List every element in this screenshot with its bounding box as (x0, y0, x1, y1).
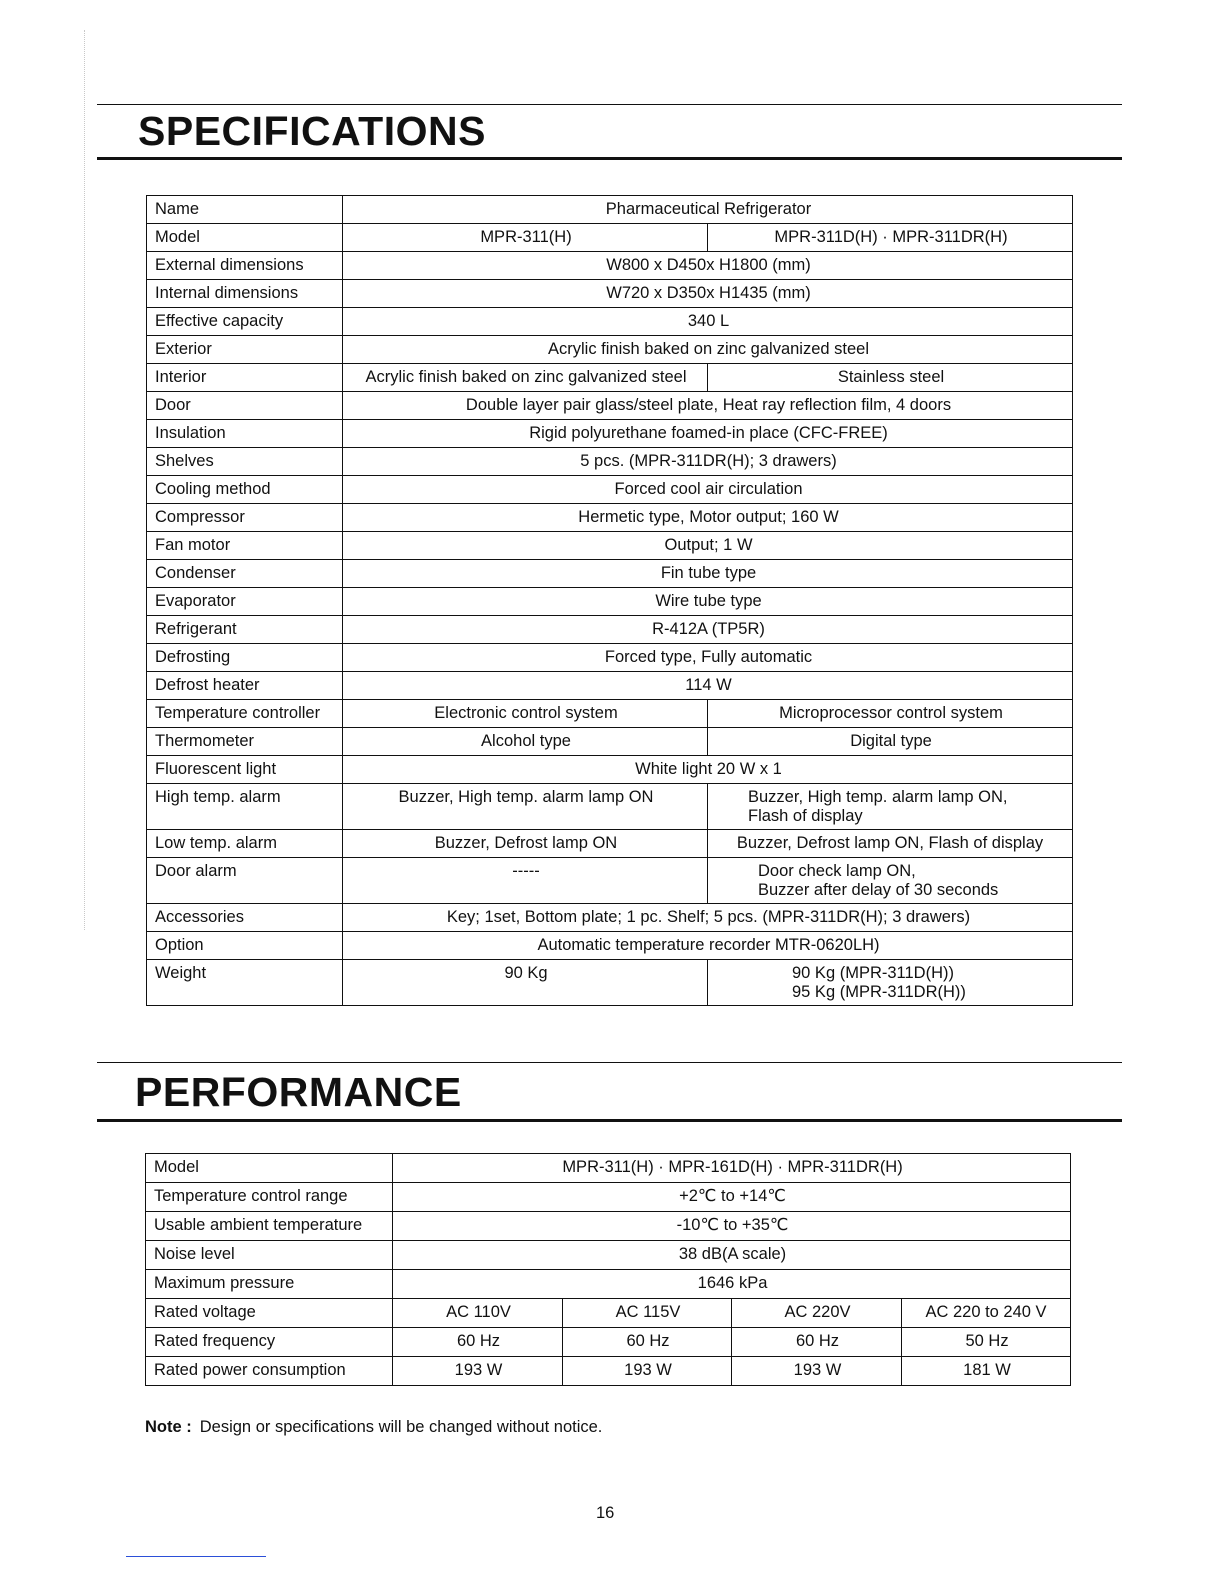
table-row (147, 960, 1073, 1006)
row-value: White light 20 W x 1 (343, 756, 1073, 784)
specifications-table (146, 195, 1073, 1006)
table-row (146, 1299, 1071, 1328)
table-row (147, 560, 1073, 588)
row-label: Interior (147, 364, 343, 392)
spec-top-rule (97, 104, 1122, 105)
row-value-col1: MPR-311(H) (343, 224, 708, 252)
row-value-col2: Buzzer, Defrost lamp ON, Flash of display (708, 830, 1073, 858)
row-label: Rated frequency (146, 1328, 393, 1357)
row-label: Shelves (147, 448, 343, 476)
row-label: Exterior (147, 336, 343, 364)
table-row (147, 904, 1073, 932)
table-row (147, 784, 1073, 830)
row-value-line1: 90 Kg (MPR-311D(H)) (792, 964, 954, 982)
row-label: Evaporator (147, 588, 343, 616)
row-label: Weight (147, 960, 343, 1006)
table-row (147, 476, 1073, 504)
row-value-col2: MPR-311D(H) · MPR-311DR(H) (708, 224, 1073, 252)
spec-title: SPECIFICATIONS (138, 108, 486, 154)
row-label: Thermometer (147, 728, 343, 756)
table-row (147, 644, 1073, 672)
row-label: Effective capacity (147, 308, 343, 336)
row-label: Rated voltage (146, 1299, 393, 1328)
row-value-col2 (708, 858, 1073, 904)
row-value: Fin tube type (343, 560, 1073, 588)
row-label: Door (147, 392, 343, 420)
frequency-cell: 60 Hz (732, 1328, 902, 1357)
note-label: Note : (145, 1418, 192, 1436)
row-value-col1: Acrylic finish baked on zinc galvanized steel (343, 364, 708, 392)
row-value-col1: 90 Kg (343, 960, 708, 1006)
row-value-col2 (708, 784, 1073, 830)
table-row (146, 1270, 1071, 1299)
perf-bottom-rule (97, 1119, 1122, 1122)
row-label: Low temp. alarm (147, 830, 343, 858)
row-value-col1: ----- (343, 858, 708, 904)
table-row (146, 1183, 1071, 1212)
row-label: Model (146, 1154, 393, 1183)
power-cell: 193 W (393, 1357, 563, 1386)
row-value-col1: Buzzer, High temp. alarm lamp ON (343, 784, 708, 830)
row-value: Automatic temperature recorder MTR-0620LH) (343, 932, 1073, 960)
row-value-col2: Digital type (708, 728, 1073, 756)
row-label: Temperature controller (147, 700, 343, 728)
row-value: +2℃ to +14℃ (393, 1183, 1071, 1212)
frequency-cell: 60 Hz (393, 1328, 563, 1357)
row-label: Defrosting (147, 644, 343, 672)
row-value-line2: Flash of display (748, 807, 863, 825)
row-label: Condenser (147, 560, 343, 588)
row-value: Wire tube type (343, 588, 1073, 616)
row-value: Pharmaceutical Refrigerator (343, 196, 1073, 224)
row-label: Refrigerant (147, 616, 343, 644)
table-row (147, 700, 1073, 728)
row-value: Rigid polyurethane foamed-in place (CFC-FREE) (343, 420, 1073, 448)
table-row (147, 830, 1073, 858)
table-row (147, 336, 1073, 364)
row-value-line2: Buzzer after delay of 30 seconds (758, 881, 999, 899)
row-label: Maximum pressure (146, 1270, 393, 1299)
row-value: Key; 1set, Bottom plate; 1 pc. Shelf; 5 pcs. (MPR-311DR(H); 3 drawers) (343, 904, 1073, 932)
row-value: 340 L (343, 308, 1073, 336)
power-cell: 181 W (902, 1357, 1071, 1386)
perf-top-rule (97, 1062, 1122, 1063)
row-value: -10℃ to +35℃ (393, 1212, 1071, 1241)
row-value: Output; 1 W (343, 532, 1073, 560)
row-label: Temperature control range (146, 1183, 393, 1212)
row-label: Name (147, 196, 343, 224)
table-row (147, 756, 1073, 784)
row-label: Model (147, 224, 343, 252)
row-value: Acrylic finish baked on zinc galvanized steel (343, 336, 1073, 364)
row-label: Fluorescent light (147, 756, 343, 784)
table-row (147, 504, 1073, 532)
row-value: Forced cool air circulation (343, 476, 1073, 504)
power-cell: 193 W (563, 1357, 732, 1386)
row-label: Insulation (147, 420, 343, 448)
voltage-cell: AC 110V (393, 1299, 563, 1328)
row-label: External dimensions (147, 252, 343, 280)
row-value-col2 (708, 960, 1073, 1006)
table-row (147, 932, 1073, 960)
table-row (146, 1212, 1071, 1241)
table-row (146, 1357, 1071, 1386)
frequency-cell: 50 Hz (902, 1328, 1071, 1357)
row-value-col1: Electronic control system (343, 700, 708, 728)
voltage-cell: AC 220 to 240 V (902, 1299, 1071, 1328)
table-row (146, 1328, 1071, 1357)
row-value: MPR-311(H) · MPR-161D(H) · MPR-311DR(H) (393, 1154, 1071, 1183)
table-row (147, 280, 1073, 308)
table-row (147, 196, 1073, 224)
row-value: W800 x D450x H1800 (mm) (343, 252, 1073, 280)
table-row (146, 1154, 1071, 1183)
note-text: Design or specifications will be changed without notice. (199, 1418, 603, 1436)
row-value: W720 x D350x H1435 (mm) (343, 280, 1073, 308)
table-row (147, 616, 1073, 644)
voltage-cell: AC 115V (563, 1299, 732, 1328)
row-label: Door alarm (147, 858, 343, 904)
row-value: 5 pcs. (MPR-311DR(H); 3 drawers) (343, 448, 1073, 476)
table-row (147, 252, 1073, 280)
footer-link-line (126, 1556, 266, 1557)
scan-edge-dots (84, 30, 93, 930)
table-row (147, 308, 1073, 336)
table-row (147, 420, 1073, 448)
row-value: R-412A (TP5R) (343, 616, 1073, 644)
row-label: Cooling method (147, 476, 343, 504)
row-value: 114 W (343, 672, 1073, 700)
page-number: 16 (596, 1504, 615, 1522)
table-row (147, 672, 1073, 700)
row-value-col2: Stainless steel (708, 364, 1073, 392)
table-row (147, 392, 1073, 420)
row-value-col1: Buzzer, Defrost lamp ON (343, 830, 708, 858)
row-value-col1: Alcohol type (343, 728, 708, 756)
row-label: Noise level (146, 1241, 393, 1270)
row-value: Double layer pair glass/steel plate, Heat ray reflection film, 4 doors (343, 392, 1073, 420)
row-value: Forced type, Fully automatic (343, 644, 1073, 672)
table-row (147, 858, 1073, 904)
row-label: High temp. alarm (147, 784, 343, 830)
row-label: Defrost heater (147, 672, 343, 700)
row-value-line1: Buzzer, High temp. alarm lamp ON, (748, 788, 1008, 806)
perf-title: PERFORMANCE (135, 1069, 462, 1115)
row-value-col2: Microprocessor control system (708, 700, 1073, 728)
row-value: Hermetic type, Motor output; 160 W (343, 504, 1073, 532)
table-row (147, 532, 1073, 560)
power-cell: 193 W (732, 1357, 902, 1386)
note (145, 1418, 602, 1437)
spec-bottom-rule (97, 157, 1122, 160)
performance-table (145, 1153, 1071, 1386)
row-label: Fan motor (147, 532, 343, 560)
row-value: 38 dB(A scale) (393, 1241, 1071, 1270)
row-value: 1646 kPa (393, 1270, 1071, 1299)
row-label: Compressor (147, 504, 343, 532)
row-label: Rated power consumption (146, 1357, 393, 1386)
table-row (147, 448, 1073, 476)
row-value-line1: Door check lamp ON, (758, 862, 916, 880)
table-row (147, 364, 1073, 392)
row-label: Internal dimensions (147, 280, 343, 308)
row-label: Usable ambient temperature (146, 1212, 393, 1241)
row-label: Option (147, 932, 343, 960)
table-row (147, 224, 1073, 252)
table-row (146, 1241, 1071, 1270)
table-row (147, 588, 1073, 616)
frequency-cell: 60 Hz (563, 1328, 732, 1357)
row-label: Accessories (147, 904, 343, 932)
table-row (147, 728, 1073, 756)
voltage-cell: AC 220V (732, 1299, 902, 1328)
row-value-line2: 95 Kg (MPR-311DR(H)) (792, 983, 966, 1001)
